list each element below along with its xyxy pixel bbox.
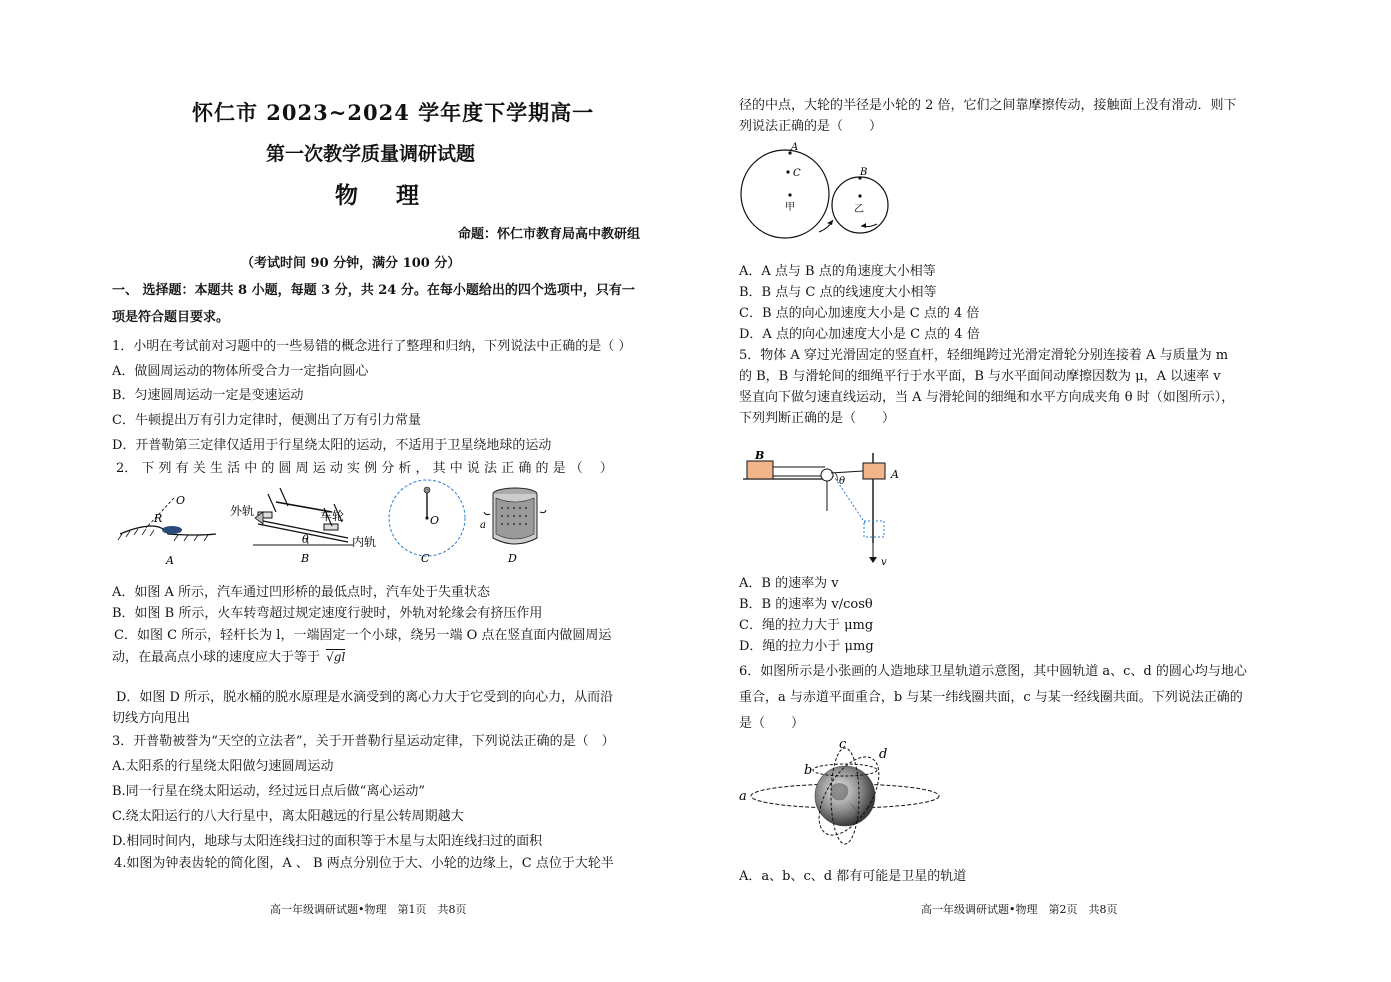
page-left	[108, 0, 668, 982]
fig-b-caption: B	[301, 552, 310, 565]
q4-option-c: C．B 点的向心加速度大小是 C 点的 4 倍	[739, 306, 980, 321]
q6-orbit-figure	[735, 738, 955, 848]
author-line: 命题：怀仁市教育局高中教研组	[458, 227, 641, 242]
page-right	[735, 0, 1285, 982]
fig-b-label-wheel: 车轮	[320, 509, 345, 523]
q5-option-d: D．绳的拉力小于 μmg	[739, 639, 874, 654]
subject-title: 物理	[335, 182, 457, 209]
fig-d-caption: D	[508, 552, 517, 565]
section1-heading: 一、 选择题：本题共 8 小题，每题 3 分，共 24 分。在每小题给出的四个选项中，只有一	[112, 283, 635, 298]
q4-label-c: C	[793, 168, 801, 179]
q1-stem: 1．小明在考试前对习题中的一些易错的概念进行了整理和归纳，下列说法中正确的是（ ）	[112, 339, 632, 354]
q5-stem-line4: 下列判断正确的是（ ）	[739, 411, 896, 426]
q5-label-b: B	[755, 449, 765, 462]
q6-label-d: d	[879, 747, 888, 762]
q4-label-a: A	[791, 142, 799, 153]
q6-label-a: a	[739, 789, 747, 804]
fig-c-caption: C	[421, 552, 430, 565]
fig-d-spin-dryer	[480, 488, 546, 565]
page-footer-left: 高一年级调研试题•物理 第1页 共8页	[270, 903, 467, 916]
q6-stem-line2: 重合，a 与赤道平面重合，b 与某一纬线圈共面，c 与某一经线圈共面。下列说法正确的	[739, 690, 1243, 705]
exam-title-line1: 怀仁市 2023~2024 学年度下学期高一	[192, 100, 595, 125]
q5-label-v: v	[881, 557, 887, 568]
exam-info: （考试时间 90 分钟，满分 100 分）	[241, 256, 461, 271]
q1-option-d: D．开普勒第三定律仅适用于行星绕太阳的运动，不适用于卫星绕地球的运动	[112, 438, 552, 453]
q6-label-c: c	[839, 737, 847, 752]
q2-option-c-text: 动，在最高点小球的速度应大于等于	[112, 650, 321, 665]
q1-option-a: A．做圆周运动的物体所受合力一定指向圆心	[112, 364, 369, 379]
fig-a-caption: A	[166, 554, 174, 567]
q5-pulley-figure	[735, 445, 935, 570]
fig-d-label-a: a	[480, 520, 486, 531]
q5-option-b: B．B 的速率为 v/cosθ	[739, 597, 873, 612]
q4-gear-figure	[735, 138, 935, 248]
q4-label-big-wheel: 甲	[785, 202, 795, 213]
q3-option-a: A.太阳系的行星绕太阳做匀速圆周运动	[112, 759, 334, 774]
q4-stem-cont1: 径的中点，大轮的半径是小轮的 2 倍，它们之间靠摩擦传动，接触面上没有滑动．则下	[739, 98, 1237, 113]
exam-title-line2: 第一次教学质量调研试题	[266, 143, 476, 165]
fig-c-label-o: O	[430, 514, 440, 527]
q2-stem: 2． 下 列 有 关 生 活 中 的 圆 周 运 动 实 例 分 析 ， 其 中 说 法 正 确 的 是 （ ）	[116, 461, 613, 476]
section1-heading-cont: 项是符合题目要求。	[112, 310, 230, 325]
q4-label-small-wheel: 乙	[854, 204, 864, 215]
q3-stem: 3．开普勒被誉为“天空的立法者”，关于开普勒行星运动定律，下列说法正确的是（ ）	[112, 734, 615, 749]
fig-b-rail-banking	[230, 488, 376, 565]
q5-stem-line2: 的 B，B 与滑轮间的细绳平行于水平面，B 与水平面间动摩擦因数为 μ，A 以速率 v	[739, 369, 1221, 384]
q5-option-a: A．B 的速率为 v	[739, 576, 839, 591]
q5-label-theta: θ	[839, 476, 846, 487]
fig-a-label-o: O	[176, 494, 186, 507]
q6-option-a: A．a、b、c、d 都有可能是卫星的轨道	[739, 869, 967, 884]
page-footer-right: 高一年级调研试题•物理 第2页 共8页	[921, 903, 1118, 916]
q2-option-c-cont	[112, 649, 345, 666]
q6-stem-line3: 是（ ）	[739, 716, 805, 731]
q4-option-a: A．A 点与 B 点的角速度大小相等	[739, 264, 936, 279]
fig-b-label-theta: θ	[302, 533, 309, 546]
q4-stem-cont2: 列说法正确的是（ ）	[739, 119, 883, 134]
q2-figures	[108, 484, 668, 570]
q4-option-b: B．B 点与 C 点的线速度大小相等	[739, 285, 937, 300]
sqrt-gl-formula: √gl	[326, 650, 346, 664]
q4-option-d: D．A 点的向心加速度大小是 C 点的 4 倍	[739, 327, 980, 342]
q3-option-b: B.同一行星在绕太阳运动，经过远日点后做“离心运动”	[112, 784, 425, 799]
q3-option-d: D.相同时间内，地球与太阳连线扫过的面积等于木星与太阳连线扫过的面积	[112, 834, 543, 849]
q2-option-d-cont: 切线方向甩出	[112, 711, 191, 726]
q2-option-a: A．如图 A 所示，汽车通过凹形桥的最低点时，汽车处于失重状态	[112, 585, 491, 600]
fig-a-concave-bridge	[118, 494, 216, 567]
fig-c-rod-circle	[389, 480, 465, 565]
q2-option-b: B．如图 B 所示，火车转弯超过规定速度行驶时，外轨对轮缘会有挤压作用	[112, 606, 543, 621]
fig-b-label-inner-rail: 内轨	[352, 535, 377, 549]
q5-stem-line1: 5．物体 A 穿过光滑固定的竖直杆，轻细绳跨过光滑定滑轮分别连接着 A 与质量为 m	[739, 348, 1229, 363]
q2-option-c: C．如图 C 所示，轻杆长为 l，一端固定一个小球，绕另一端 O 点在竖直面内做圆周运	[114, 628, 612, 643]
fig-a-label-r: R	[154, 512, 163, 525]
q3-option-c: C.绕太阳运行的八大行星中，离太阳越远的行星公转周期越大	[112, 809, 464, 824]
fig-b-label-outer-rail: 外轨	[230, 504, 255, 518]
q1-option-b: B．匀速圆周运动一定是变速运动	[112, 388, 304, 403]
q4-stem: 4.如图为钟表齿轮的简化图，A 、 B 两点分别位于大、小轮的边缘上，C 点位于大轮半	[114, 856, 614, 871]
q5-option-c: C．绳的拉力大于 μmg	[739, 618, 874, 633]
q6-stem-line1: 6．如图所示是小张画的人造地球卫星轨道示意图，其中圆轨道 a、c、d 的圆心均与地心	[739, 664, 1247, 679]
q2-option-d: D．如图 D 所示，脱水桶的脱水原理是水滴受到的离心力大于它受到的向心力，从而沿	[116, 690, 614, 705]
q5-stem-line3: 竖直向下做匀速直线运动，当 A 与滑轮间的细绳和水平方向成夹角 θ 时（如图所示），	[739, 390, 1235, 405]
q5-label-a: A	[891, 468, 899, 481]
q6-label-b: b	[804, 763, 813, 778]
q1-option-c: C．牛顿提出万有引力定律时，便测出了万有引力常量	[112, 413, 421, 428]
q4-label-b: B	[860, 167, 868, 178]
